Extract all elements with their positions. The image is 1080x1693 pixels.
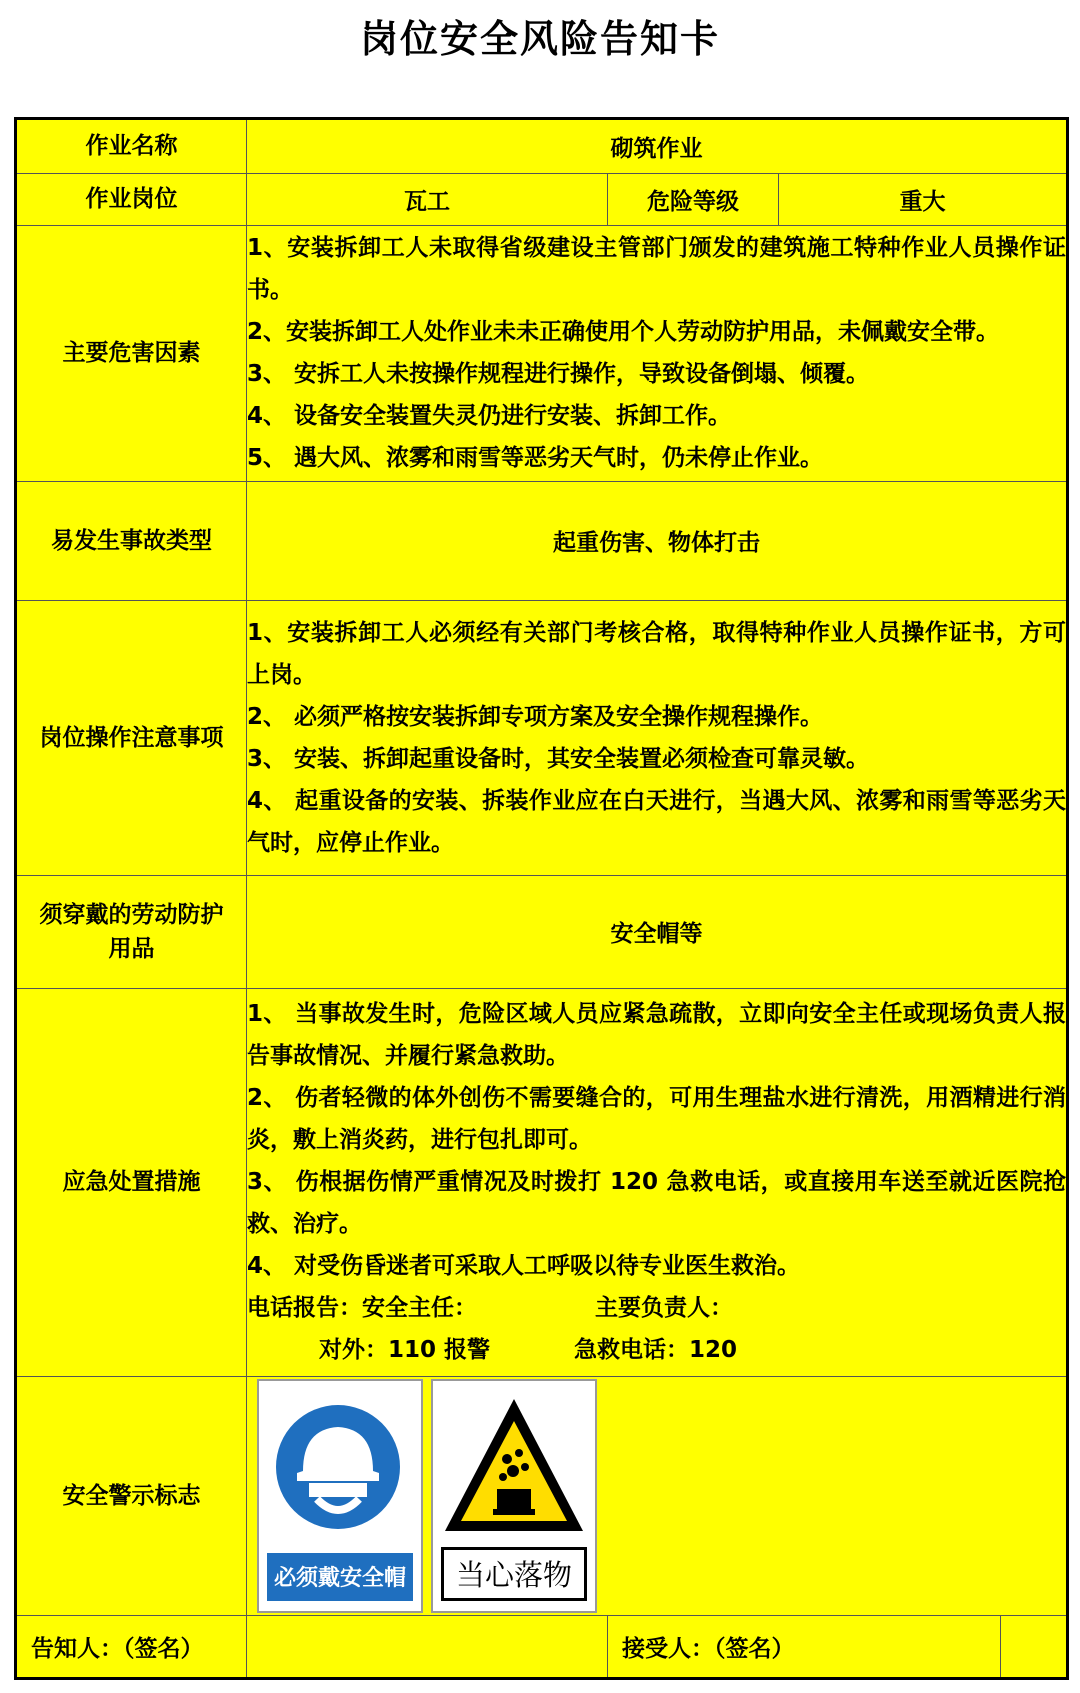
hazards-list: [247, 226, 1068, 482]
list-item: 1、 当事故发生时，危险区域人员应紧急疏散，立即向安全主任或现场负责人报告事故情况、并履行紧急救助。: [247, 1001, 1067, 1070]
helmet-sign: [257, 1379, 423, 1613]
risk-level-label: 危险等级: [608, 173, 779, 226]
leader-label: 主要负责人：: [595, 1295, 733, 1322]
list-item: 4、 对受伤昏迷者可采取人工呼吸以待专业医生救治。: [247, 1253, 801, 1280]
contact-line-phones: [247, 1329, 1066, 1371]
list-item: 2、 伤者轻微的体外创伤不需要缝合的，可用生理盐水进行清洗，用酒精进行消炎，敷上消炎药，进行包扎即可。: [247, 1085, 1067, 1154]
helmet-sign-text: 必须戴安全帽: [267, 1553, 413, 1601]
sign-group: [247, 1379, 1066, 1613]
notifier-signature-field[interactable]: [247, 1616, 608, 1679]
list-item: 3、 安拆工人未按操作规程进行操作，导致设备倒塌、倾覆。: [247, 361, 870, 388]
contact-line-report: [247, 1287, 1066, 1329]
job-post-value: 瓦工: [247, 173, 608, 226]
accident-types-label: 易发生事故类型: [16, 481, 247, 600]
list-item: 2、安装拆卸工人处作业未未正确使用个人劳动防护用品，未佩戴安全带。: [247, 319, 1000, 346]
list-item: 1、安装拆卸工人必须经有关部门考核合格，取得特种作业人员操作证书，方可上岗。: [247, 619, 1067, 688]
job-post-label: 作业岗位: [16, 173, 247, 226]
row-job-name: [16, 119, 1068, 174]
row-hazards: [16, 226, 1068, 482]
list-item: 3、 伤根据伤情严重情况及时拨打 120 急救电话，或直接用车送至就近医院抢救、治疗。: [247, 1169, 1067, 1238]
receiver-signature-field[interactable]: [1001, 1616, 1068, 1679]
row-signs: [16, 1376, 1068, 1615]
first-aid-phone: 急救电话：120: [574, 1337, 738, 1364]
ppe-label: 须穿戴的劳动防护用品: [16, 875, 247, 988]
accident-types-value: 起重伤害、物体打击: [247, 481, 1068, 600]
list-item: 3、 安装、拆卸起重设备时，其安全装置必须检查可靠灵敏。: [247, 745, 870, 772]
job-name-value: 砌筑作业: [247, 119, 1068, 174]
ppe-value: 安全帽等: [247, 875, 1068, 988]
signs-label: 安全警示标志: [16, 1376, 247, 1615]
row-job-post: [16, 173, 1068, 226]
row-signature: [16, 1616, 1068, 1679]
job-name-label: 作业名称: [16, 119, 247, 174]
external-phone: 对外：110 报警: [319, 1337, 491, 1364]
precautions-label: 岗位操作注意事项: [16, 600, 247, 875]
risk-card-table: [14, 117, 1069, 1680]
emergency-list: [247, 988, 1068, 1376]
precautions-list: [247, 600, 1068, 875]
page-title: 岗位安全风险告知卡: [359, 17, 720, 61]
list-item: 2、 必须严格按安装拆卸专项方案及安全操作规程操作。: [247, 703, 824, 730]
row-ppe: [16, 875, 1068, 988]
list-item: 1、安装拆卸工人未取得省级建设主管部门颁发的建筑施工特种作业人员操作证书。: [247, 235, 1067, 304]
row-emergency: [16, 988, 1068, 1376]
row-precautions: [16, 600, 1068, 875]
helmet-icon: [259, 1381, 421, 1551]
falling-objects-icon: [433, 1381, 595, 1551]
receiver-signature-label: 接受人：（签名）: [608, 1616, 1001, 1679]
notifier-signature-label: 告知人：（签名）: [16, 1616, 247, 1679]
list-item: 5、 遇大风、浓雾和雨雪等恶劣天气时，仍未停止作业。: [247, 445, 824, 472]
signs-cell: [247, 1376, 1068, 1615]
list-item: 4、 起重设备的安装、拆装作业应在白天进行，当遇大风、浓雾和雨雪等恶劣天气时，应停止作业。: [247, 787, 1067, 856]
emergency-label: 应急处置措施: [16, 988, 247, 1376]
risk-level-value: 重大: [779, 173, 1068, 226]
report-label: 电话报告：安全主任：: [247, 1295, 477, 1322]
hazards-label: 主要危害因素: [16, 226, 247, 482]
row-accident-types: [16, 481, 1068, 600]
list-item: 4、 设备安全装置失灵仍进行安装、拆卸工作。: [247, 403, 732, 430]
falling-objects-sign: [431, 1379, 597, 1613]
falling-sign-text: 当心落物: [441, 1547, 587, 1601]
